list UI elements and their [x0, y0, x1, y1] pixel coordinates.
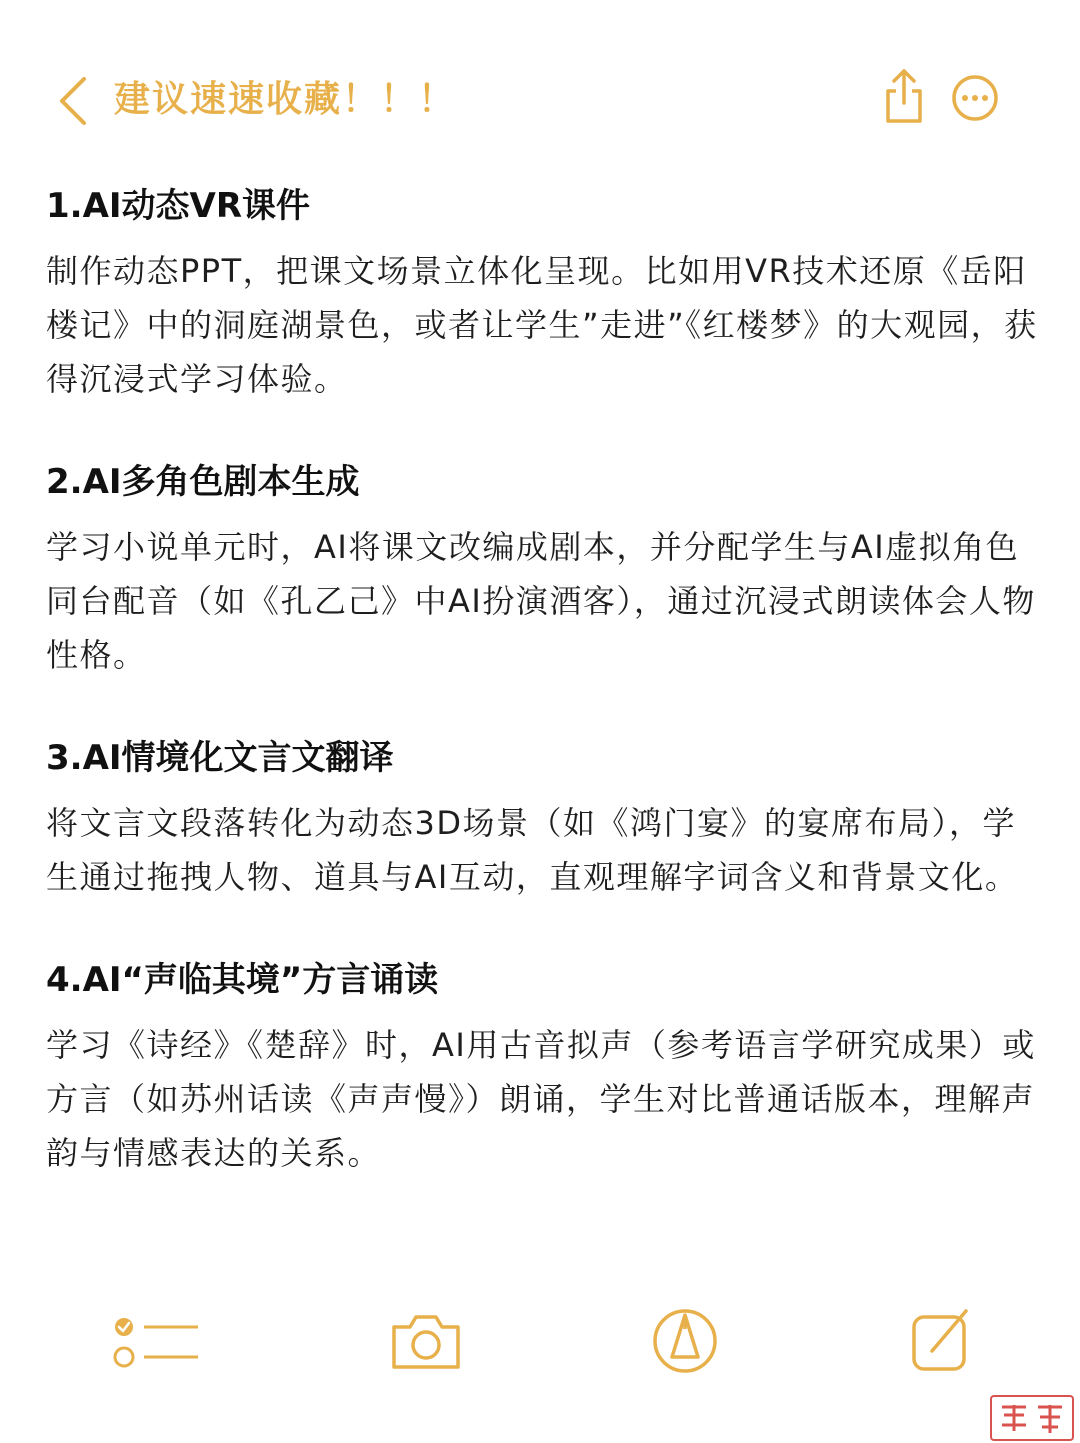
camera-icon [388, 1305, 464, 1375]
section-4 [46, 954, 1041, 1180]
markup-button[interactable] [650, 1305, 720, 1375]
compose-icon [908, 1305, 972, 1375]
more-icon [950, 73, 1000, 123]
section-paragraph: 学习《诗经》《楚辞》时，AI用古音拟声（参考语言学研究成果）或方言（如苏州话读《声声慢》）朗诵，学生对比普通话版本，理解声韵与情感表达的关系。 [46, 1026, 1036, 1172]
section-3 [46, 732, 1041, 904]
back-button[interactable] [50, 73, 98, 129]
checklist-button[interactable] [110, 1305, 202, 1375]
note-body[interactable] [46, 180, 1041, 1230]
section-paragraph: 制作动态PPT，把课文场景立体化呈现。比如用VR技术还原《岳阳楼记》中的洞庭湖景色，或者让学生”走进”《红楼梦》的大观园，获得沉浸式学习体验。 [46, 252, 1038, 398]
share-button[interactable] [880, 65, 928, 125]
section-1 [46, 180, 1041, 406]
bottom-toolbar [0, 1305, 1080, 1385]
section-paragraph: 将文言文段落转化为动态3D场景（如《鸿门宴》的宴席布局），学生通过拖拽人物、道具与AI互动，直观理解字词含义和背景文化。 [46, 804, 1019, 896]
section-2 [46, 456, 1041, 682]
checklist-icon [110, 1305, 202, 1375]
compose-button[interactable] [908, 1305, 972, 1375]
section-heading: 2.AI多角色剧本生成 [46, 462, 360, 502]
watermark-stamp [990, 1395, 1074, 1441]
section-paragraph: 学习小说单元时，AI将课文改编成剧本，并分配学生与AI虚拟角色同台配音（如《孔乙己》中AI扮演酒客），通过沉浸式朗读体会人物性格。 [46, 528, 1036, 674]
more-button[interactable] [950, 73, 1000, 123]
pen-markup-icon [650, 1305, 720, 1375]
chevron-left-icon [50, 73, 98, 129]
camera-button[interactable] [388, 1305, 464, 1375]
section-heading: 3.AI情境化文言文翻译 [46, 738, 394, 778]
nav-bar [0, 55, 1080, 145]
note-title: 建议速速收藏！！！ [114, 79, 457, 120]
section-heading: 4.AI“声临其境”方言诵读 [46, 960, 439, 1000]
share-icon [880, 65, 928, 125]
section-heading: 1.AI动态VR课件 [46, 186, 311, 226]
